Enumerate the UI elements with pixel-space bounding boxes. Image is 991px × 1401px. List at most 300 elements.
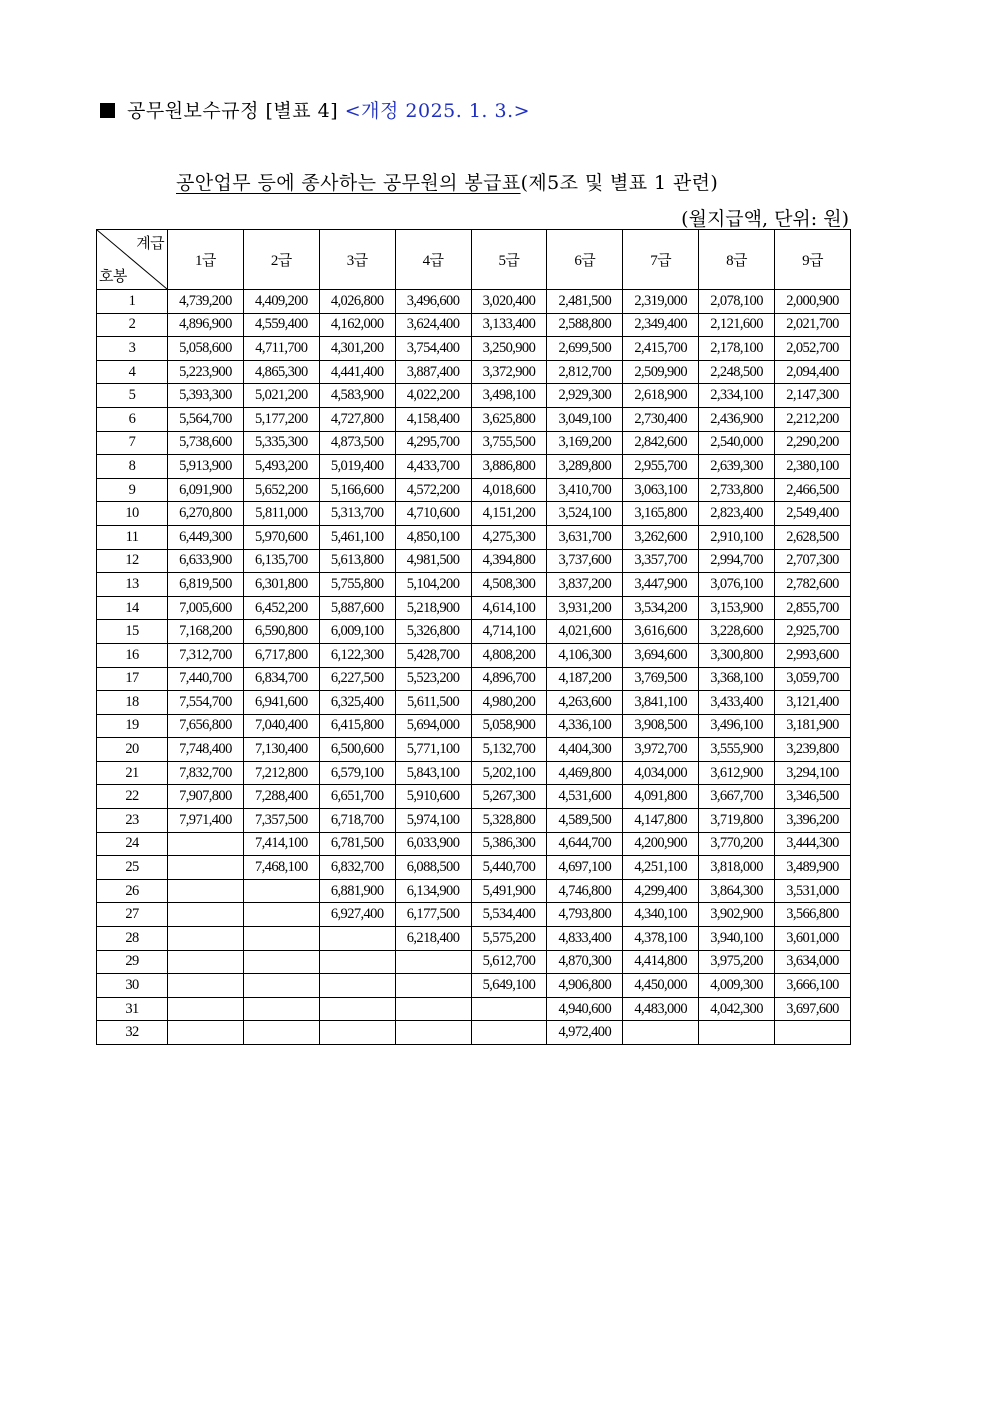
salary-cell: 3,447,900 (623, 573, 699, 597)
salary-cell: 3,020,400 (471, 290, 547, 314)
salary-cell: 7,357,500 (243, 809, 319, 833)
unit-note: (월지급액, 단위: 원) (681, 208, 849, 230)
grade-header: 6급 (547, 230, 623, 290)
salary-cell: 2,121,600 (699, 313, 775, 337)
salary-cell: 5,058,600 (168, 337, 244, 361)
salary-cell: 4,299,400 (623, 879, 699, 903)
salary-cell (699, 1021, 775, 1045)
salary-cell: 5,461,100 (319, 525, 395, 549)
salary-cell: 4,106,300 (547, 643, 623, 667)
salary-cell: 3,396,200 (775, 809, 851, 833)
salary-cell: 2,730,400 (623, 407, 699, 431)
salary-cell: 2,436,900 (699, 407, 775, 431)
salary-cell: 2,549,400 (775, 502, 851, 526)
salary-cell: 3,250,900 (471, 337, 547, 361)
salary-cell: 3,498,100 (471, 384, 547, 408)
salary-cell: 3,169,200 (547, 431, 623, 455)
salary-cell: 6,633,900 (168, 549, 244, 573)
salary-cell: 3,357,700 (623, 549, 699, 573)
salary-cell: 3,754,400 (395, 337, 471, 361)
salary-cell: 5,613,800 (319, 549, 395, 573)
table-row (97, 502, 851, 526)
salary-cell: 3,886,800 (471, 455, 547, 479)
table-row (97, 643, 851, 667)
table-row (97, 360, 851, 384)
table-row (97, 290, 851, 314)
table-row (97, 384, 851, 408)
salary-cell: 4,301,200 (319, 337, 395, 361)
step-cell: 19 (97, 714, 168, 738)
salary-cell: 5,326,800 (395, 620, 471, 644)
salary-cell: 2,021,700 (775, 313, 851, 337)
salary-cell: 6,941,600 (243, 691, 319, 715)
salary-cell: 4,162,000 (319, 313, 395, 337)
grade-header: 8급 (699, 230, 775, 290)
salary-cell: 7,414,100 (243, 832, 319, 856)
salary-cell: 4,980,200 (471, 691, 547, 715)
step-cell: 22 (97, 785, 168, 809)
salary-cell: 4,531,600 (547, 785, 623, 809)
salary-cell (168, 997, 244, 1021)
step-cell: 4 (97, 360, 168, 384)
salary-cell: 4,710,600 (395, 502, 471, 526)
salary-cell: 3,496,100 (699, 714, 775, 738)
salary-cell: 4,940,600 (547, 997, 623, 1021)
table-row (97, 596, 851, 620)
salary-cell: 3,489,900 (775, 856, 851, 880)
salary-cell: 2,929,300 (547, 384, 623, 408)
step-cell: 28 (97, 927, 168, 951)
salary-cell: 2,052,700 (775, 337, 851, 361)
salary-cell: 2,248,500 (699, 360, 775, 384)
salary-cell: 4,450,000 (623, 974, 699, 998)
salary-cell: 4,263,600 (547, 691, 623, 715)
table-row (97, 927, 851, 951)
salary-cell: 2,466,500 (775, 478, 851, 502)
salary-cell: 6,500,600 (319, 738, 395, 762)
salary-cell: 5,335,300 (243, 431, 319, 455)
table-row (97, 620, 851, 644)
step-cell: 3 (97, 337, 168, 361)
salary-cell: 3,612,900 (699, 761, 775, 785)
table-row (97, 549, 851, 573)
salary-cell: 2,319,000 (623, 290, 699, 314)
salary-cell (319, 974, 395, 998)
salary-cell: 5,267,300 (471, 785, 547, 809)
salary-cell (395, 974, 471, 998)
grade-header: 4급 (395, 230, 471, 290)
salary-cell: 4,251,100 (623, 856, 699, 880)
salary-cell: 5,887,600 (319, 596, 395, 620)
salary-cell: 4,793,800 (547, 903, 623, 927)
salary-cell: 4,559,400 (243, 313, 319, 337)
salary-cell: 4,711,700 (243, 337, 319, 361)
salary-cell: 6,270,800 (168, 502, 244, 526)
salary-cell: 2,910,100 (699, 525, 775, 549)
salary-cell: 5,811,000 (243, 502, 319, 526)
black-square-icon (100, 103, 115, 118)
salary-cell: 4,850,100 (395, 525, 471, 549)
salary-cell: 3,555,900 (699, 738, 775, 762)
salary-cell: 4,870,300 (547, 950, 623, 974)
salary-cell (243, 974, 319, 998)
salary-cell: 3,531,000 (775, 879, 851, 903)
salary-cell (168, 927, 244, 951)
salary-cell: 6,088,500 (395, 856, 471, 880)
salary-cell: 3,346,500 (775, 785, 851, 809)
salary-cell (319, 927, 395, 951)
step-cell: 25 (97, 856, 168, 880)
step-cell: 1 (97, 290, 168, 314)
salary-cell: 6,218,400 (395, 927, 471, 951)
step-cell: 23 (97, 809, 168, 833)
document-title: 공무원보수규정 [별표 4] (127, 100, 339, 122)
salary-cell: 4,483,000 (623, 997, 699, 1021)
salary-cell: 3,667,700 (699, 785, 775, 809)
salary-cell (243, 997, 319, 1021)
salary-cell: 3,697,600 (775, 997, 851, 1021)
salary-cell: 3,228,600 (699, 620, 775, 644)
table-row (97, 950, 851, 974)
salary-cell: 3,133,400 (471, 313, 547, 337)
salary-cell: 4,644,700 (547, 832, 623, 856)
salary-cell: 5,428,700 (395, 643, 471, 667)
step-cell: 18 (97, 691, 168, 715)
salary-cell: 6,651,700 (319, 785, 395, 809)
salary-cell: 5,649,100 (471, 974, 547, 998)
salary-cell: 3,864,300 (699, 879, 775, 903)
salary-cell: 3,634,000 (775, 950, 851, 974)
table-row (97, 856, 851, 880)
step-cell: 14 (97, 596, 168, 620)
salary-cell: 5,611,500 (395, 691, 471, 715)
salary-cell: 4,583,900 (319, 384, 395, 408)
salary-cell: 3,818,000 (699, 856, 775, 880)
rank-label: 계급 (136, 236, 164, 252)
salary-cell (168, 950, 244, 974)
salary-cell: 6,301,800 (243, 573, 319, 597)
salary-cell: 3,410,700 (547, 478, 623, 502)
salary-cell: 3,566,800 (775, 903, 851, 927)
salary-cell (319, 950, 395, 974)
salary-cell: 2,078,100 (699, 290, 775, 314)
salary-cell: 4,187,200 (547, 667, 623, 691)
salary-cell: 4,414,800 (623, 950, 699, 974)
step-cell: 29 (97, 950, 168, 974)
salary-cell: 3,841,100 (623, 691, 699, 715)
step-cell: 11 (97, 525, 168, 549)
step-cell: 6 (97, 407, 168, 431)
table-row (97, 337, 851, 361)
salary-cell: 3,975,200 (699, 950, 775, 974)
salary-cell: 3,121,400 (775, 691, 851, 715)
pay-table (96, 229, 851, 1045)
salary-cell: 5,177,200 (243, 407, 319, 431)
salary-cell: 3,755,500 (471, 431, 547, 455)
salary-cell: 7,748,400 (168, 738, 244, 762)
step-cell: 5 (97, 384, 168, 408)
salary-cell: 2,349,400 (623, 313, 699, 337)
salary-cell: 4,295,700 (395, 431, 471, 455)
salary-cell: 5,491,900 (471, 879, 547, 903)
salary-cell (168, 856, 244, 880)
salary-cell: 2,147,300 (775, 384, 851, 408)
salary-cell (395, 1021, 471, 1045)
salary-cell (168, 832, 244, 856)
salary-cell: 4,009,300 (699, 974, 775, 998)
salary-cell: 3,433,400 (699, 691, 775, 715)
salary-cell: 3,165,800 (623, 502, 699, 526)
salary-cell: 2,094,400 (775, 360, 851, 384)
salary-cell: 5,218,900 (395, 596, 471, 620)
table-row (97, 667, 851, 691)
step-cell: 12 (97, 549, 168, 573)
salary-cell: 3,524,100 (547, 502, 623, 526)
salary-cell: 3,444,300 (775, 832, 851, 856)
step-cell: 15 (97, 620, 168, 644)
salary-cell: 4,441,400 (319, 360, 395, 384)
table-row (97, 455, 851, 479)
salary-cell: 6,227,500 (319, 667, 395, 691)
step-cell: 8 (97, 455, 168, 479)
corner-header-cell (97, 230, 168, 290)
salary-cell: 5,313,700 (319, 502, 395, 526)
salary-cell: 4,981,500 (395, 549, 471, 573)
step-cell: 27 (97, 903, 168, 927)
salary-cell: 4,833,400 (547, 927, 623, 951)
salary-cell: 7,040,400 (243, 714, 319, 738)
salary-cell: 5,493,200 (243, 455, 319, 479)
amendment-date: <개정 2025. 1. 3.> (344, 100, 531, 122)
table-row (97, 974, 851, 998)
step-label: 호봉 (99, 269, 127, 285)
grade-header: 9급 (775, 230, 851, 290)
salary-cell: 6,781,500 (319, 832, 395, 856)
salary-cell: 4,714,100 (471, 620, 547, 644)
table-title-reference: (제5조 및 별표 1 관련) (520, 172, 719, 194)
salary-cell (623, 1021, 699, 1045)
salary-cell: 5,328,800 (471, 809, 547, 833)
salary-cell (395, 997, 471, 1021)
salary-cell: 3,153,900 (699, 596, 775, 620)
step-cell: 9 (97, 478, 168, 502)
salary-cell: 5,771,100 (395, 738, 471, 762)
salary-cell: 4,091,800 (623, 785, 699, 809)
salary-cell: 2,855,700 (775, 596, 851, 620)
salary-cell (471, 1021, 547, 1045)
salary-cell: 3,770,200 (699, 832, 775, 856)
salary-cell: 4,042,300 (699, 997, 775, 1021)
step-cell: 31 (97, 997, 168, 1021)
salary-cell: 6,033,900 (395, 832, 471, 856)
salary-cell: 3,049,100 (547, 407, 623, 431)
salary-cell: 2,618,900 (623, 384, 699, 408)
salary-cell: 3,931,200 (547, 596, 623, 620)
salary-cell: 4,808,200 (471, 643, 547, 667)
salary-cell: 3,262,600 (623, 525, 699, 549)
salary-cell (168, 1021, 244, 1045)
salary-cell: 2,212,200 (775, 407, 851, 431)
step-cell: 7 (97, 431, 168, 455)
salary-cell (168, 879, 244, 903)
salary-cell: 3,534,200 (623, 596, 699, 620)
table-title (176, 168, 718, 195)
salary-cell: 4,151,200 (471, 502, 547, 526)
table-row (97, 431, 851, 455)
salary-cell: 6,819,500 (168, 573, 244, 597)
salary-cell: 2,334,100 (699, 384, 775, 408)
table-row (97, 879, 851, 903)
step-cell: 24 (97, 832, 168, 856)
salary-cell: 5,970,600 (243, 525, 319, 549)
salary-cell: 5,694,000 (395, 714, 471, 738)
salary-cell: 2,842,600 (623, 431, 699, 455)
salary-cell: 3,887,400 (395, 360, 471, 384)
salary-cell: 4,906,800 (547, 974, 623, 998)
table-row (97, 832, 851, 856)
salary-cell: 2,993,600 (775, 643, 851, 667)
salary-cell: 4,022,200 (395, 384, 471, 408)
salary-cell: 3,737,600 (547, 549, 623, 573)
header-row (97, 230, 851, 290)
salary-cell: 6,325,400 (319, 691, 395, 715)
salary-cell: 2,639,300 (699, 455, 775, 479)
salary-cell: 4,026,800 (319, 290, 395, 314)
salary-cell: 6,579,100 (319, 761, 395, 785)
salary-cell (243, 879, 319, 903)
salary-cell: 4,589,500 (547, 809, 623, 833)
salary-cell: 4,739,200 (168, 290, 244, 314)
salary-cell: 4,034,000 (623, 761, 699, 785)
salary-cell (319, 997, 395, 1021)
salary-cell: 6,122,300 (319, 643, 395, 667)
salary-cell: 5,386,300 (471, 832, 547, 856)
salary-cell: 7,130,400 (243, 738, 319, 762)
salary-cell: 5,755,800 (319, 573, 395, 597)
salary-cell: 3,601,000 (775, 927, 851, 951)
salary-cell: 5,974,100 (395, 809, 471, 833)
table-row (97, 714, 851, 738)
salary-cell: 2,628,500 (775, 525, 851, 549)
salary-cell: 7,907,800 (168, 785, 244, 809)
salary-cell: 4,746,800 (547, 879, 623, 903)
salary-cell: 7,440,700 (168, 667, 244, 691)
salary-cell: 6,927,400 (319, 903, 395, 927)
salary-cell: 3,719,800 (699, 809, 775, 833)
step-cell: 17 (97, 667, 168, 691)
salary-cell: 2,481,500 (547, 290, 623, 314)
salary-cell: 6,881,900 (319, 879, 395, 903)
step-cell: 26 (97, 879, 168, 903)
salary-cell: 5,021,200 (243, 384, 319, 408)
salary-cell: 4,340,100 (623, 903, 699, 927)
salary-cell: 6,718,700 (319, 809, 395, 833)
salary-cell: 4,200,900 (623, 832, 699, 856)
salary-cell: 5,166,600 (319, 478, 395, 502)
salary-cell: 5,612,700 (471, 950, 547, 974)
salary-cell: 4,697,100 (547, 856, 623, 880)
salary-cell (243, 903, 319, 927)
salary-cell: 3,496,600 (395, 290, 471, 314)
salary-cell (168, 974, 244, 998)
step-cell: 2 (97, 313, 168, 337)
salary-cell: 6,177,500 (395, 903, 471, 927)
salary-cell: 4,508,300 (471, 573, 547, 597)
table-row (97, 313, 851, 337)
salary-cell (168, 903, 244, 927)
salary-cell: 3,372,900 (471, 360, 547, 384)
salary-cell: 4,865,300 (243, 360, 319, 384)
salary-cell: 4,378,100 (623, 927, 699, 951)
salary-cell: 3,769,500 (623, 667, 699, 691)
salary-cell: 4,572,200 (395, 478, 471, 502)
salary-cell: 2,782,600 (775, 573, 851, 597)
salary-cell: 5,534,400 (471, 903, 547, 927)
salary-cell: 3,908,500 (623, 714, 699, 738)
salary-cell: 5,202,100 (471, 761, 547, 785)
salary-cell: 2,290,200 (775, 431, 851, 455)
salary-cell: 3,063,100 (623, 478, 699, 502)
salary-cell: 3,059,700 (775, 667, 851, 691)
salary-cell: 2,994,700 (699, 549, 775, 573)
salary-cell: 6,135,700 (243, 549, 319, 573)
salary-cell: 5,223,900 (168, 360, 244, 384)
table-row (97, 1021, 851, 1045)
salary-cell: 5,393,300 (168, 384, 244, 408)
salary-cell: 2,415,700 (623, 337, 699, 361)
salary-cell: 5,104,200 (395, 573, 471, 597)
salary-cell: 4,727,800 (319, 407, 395, 431)
table-row (97, 809, 851, 833)
salary-cell: 4,394,800 (471, 549, 547, 573)
table-row (97, 691, 851, 715)
salary-cell: 5,652,200 (243, 478, 319, 502)
salary-cell: 4,147,800 (623, 809, 699, 833)
salary-cell: 4,972,400 (547, 1021, 623, 1045)
salary-cell: 7,656,800 (168, 714, 244, 738)
salary-cell: 5,575,200 (471, 927, 547, 951)
salary-cell: 7,468,100 (243, 856, 319, 880)
salary-cell: 5,058,900 (471, 714, 547, 738)
step-cell: 10 (97, 502, 168, 526)
salary-cell: 7,212,800 (243, 761, 319, 785)
step-cell: 20 (97, 738, 168, 762)
table-row (97, 478, 851, 502)
salary-cell: 4,469,800 (547, 761, 623, 785)
salary-cell: 4,873,500 (319, 431, 395, 455)
salary-cell: 3,694,600 (623, 643, 699, 667)
table-row (97, 525, 851, 549)
step-cell: 13 (97, 573, 168, 597)
salary-cell: 7,554,700 (168, 691, 244, 715)
salary-cell: 4,614,100 (471, 596, 547, 620)
salary-cell: 3,624,400 (395, 313, 471, 337)
salary-cell: 2,823,400 (699, 502, 775, 526)
salary-cell: 6,452,200 (243, 596, 319, 620)
document-header (100, 96, 530, 123)
table-row (97, 785, 851, 809)
salary-cell (243, 927, 319, 951)
salary-cell: 3,940,100 (699, 927, 775, 951)
step-cell: 30 (97, 974, 168, 998)
salary-cell (395, 950, 471, 974)
salary-cell: 2,812,700 (547, 360, 623, 384)
salary-cell: 5,564,700 (168, 407, 244, 431)
salary-cell: 4,433,700 (395, 455, 471, 479)
salary-cell: 5,910,600 (395, 785, 471, 809)
salary-cell: 6,834,700 (243, 667, 319, 691)
salary-cell: 3,837,200 (547, 573, 623, 597)
